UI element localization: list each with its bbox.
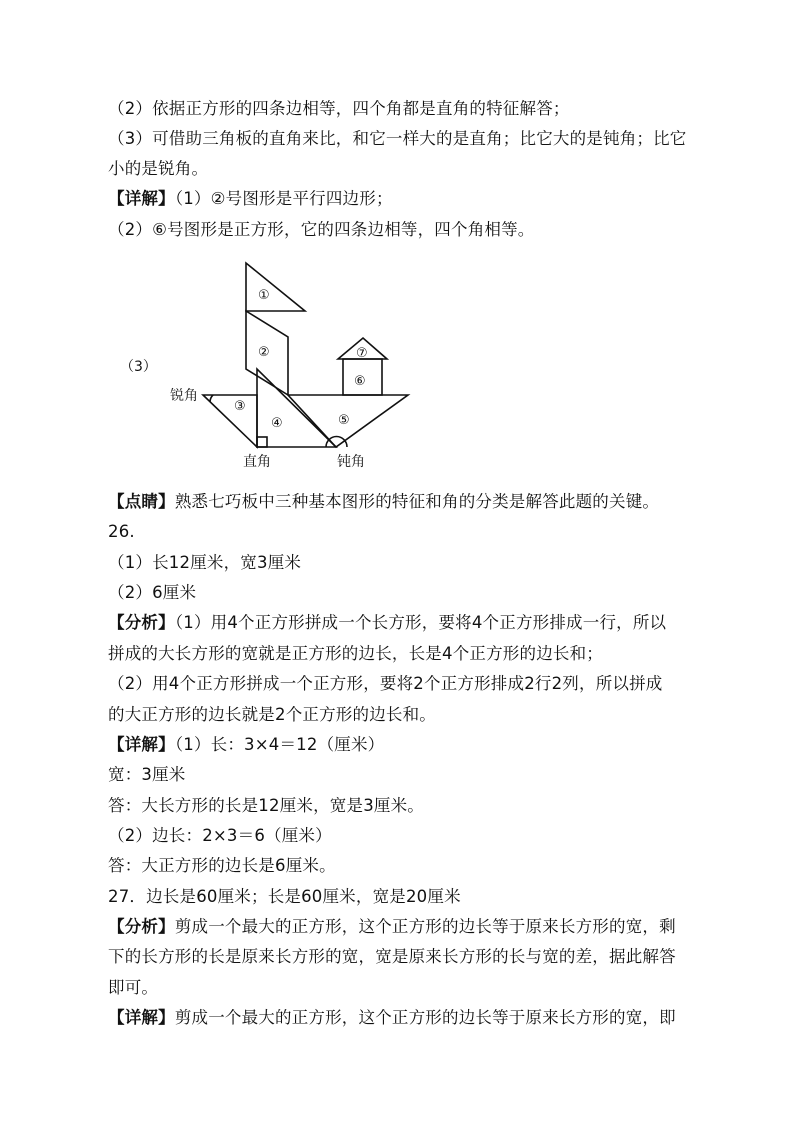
acute-angle-label: 锐角 xyxy=(170,388,198,404)
tangram-diagram xyxy=(120,258,420,474)
shape-number: ③ xyxy=(234,399,246,414)
text-content: （1）②号图形是平行四边形； xyxy=(174,189,393,208)
text-line: 的大正方形的边长就是2个正方形的边长和。 xyxy=(108,705,436,724)
text-line: 即可。 xyxy=(108,978,159,997)
text-line: 答：大长方形的长是12厘米，宽是3厘米。 xyxy=(108,796,424,815)
text-line xyxy=(108,1007,676,1029)
text-line xyxy=(108,734,384,756)
section-tag: 【点睛】 xyxy=(108,492,175,511)
text-line xyxy=(108,491,659,513)
text-content: 熟悉七巧板中三种基本图形的特征和角的分类是解答此题的关键。 xyxy=(174,492,660,511)
tangram-figure xyxy=(120,258,420,478)
section-tag: 【详解】 xyxy=(108,735,175,754)
obtuse-angle-label: 钝角 xyxy=(337,454,365,470)
text-line: 小的是锐角。 xyxy=(108,159,209,178)
text-content: 剪成一个最大的正方形，这个正方形的边长等于原来长方形的宽，即 xyxy=(174,1008,676,1027)
text-line xyxy=(108,188,393,210)
section-tag: 【详解】 xyxy=(108,189,175,208)
figure-prefix: （3） xyxy=(120,359,157,375)
text-line: 下的长方形的长是原来长方形的宽，宽是原来长方形的长与宽的差，据此解答 xyxy=(108,947,676,966)
text-line xyxy=(108,916,676,938)
shape-1-triangle xyxy=(246,263,305,311)
section-tag: 【分析】 xyxy=(108,917,175,936)
text-line: 26. xyxy=(108,522,135,541)
shape-number: ① xyxy=(258,288,270,303)
shape-number: ② xyxy=(258,345,270,360)
shape-number: ⑥ xyxy=(354,374,366,389)
shape-3-triangle xyxy=(203,395,257,447)
text-content: 剪成一个最大的正方形，这个正方形的边长等于原来长方形的宽，剩 xyxy=(174,917,676,936)
text-line: 宽：3厘米 xyxy=(108,765,186,784)
text-line: （1）长12厘米，宽3厘米 xyxy=(108,553,302,572)
text-content: （1）用4个正方形拼成一个长方形，要将4个正方形排成一行，所以 xyxy=(174,613,667,632)
text-line: （2）用4个正方形拼成一个正方形，要将2个正方形排成2行2列，所以拼成 xyxy=(108,674,663,693)
shape-number: ⑤ xyxy=(338,413,350,428)
text-line: （2）⑥号图形是正方形，它的四条边相等，四个角相等。 xyxy=(108,220,535,239)
text-line: （2）边长：2×3＝6（厘米） xyxy=(108,826,332,845)
right-angle-mark xyxy=(257,437,267,447)
shape-number: ⑦ xyxy=(356,346,368,361)
text-content: （1）长：3×4＝12（厘米） xyxy=(174,735,385,754)
section-tag: 【详解】 xyxy=(108,1008,175,1027)
shape-number: ④ xyxy=(271,416,283,431)
text-line: （2）6厘米 xyxy=(108,583,197,602)
section-tag: 【分析】 xyxy=(108,613,175,632)
text-line: （3）可借助三角板的直角来比，和它一样大的是直角；比它大的是钝角；比它 xyxy=(108,129,687,148)
text-line: （2）依据正方形的四条边相等，四个角都是直角的特征解答； xyxy=(108,99,570,118)
text-line: 27．边长是60厘米；长是60厘米，宽是20厘米 xyxy=(108,887,461,906)
text-line: 答：大正方形的边长是6厘米。 xyxy=(108,856,336,875)
acute-angle-arc xyxy=(210,395,213,402)
text-line: 拼成的大长方形的宽就是正方形的边长，长是4个正方形的边长和； xyxy=(108,644,603,663)
text-line xyxy=(108,612,666,634)
right-angle-label: 直角 xyxy=(243,454,271,470)
